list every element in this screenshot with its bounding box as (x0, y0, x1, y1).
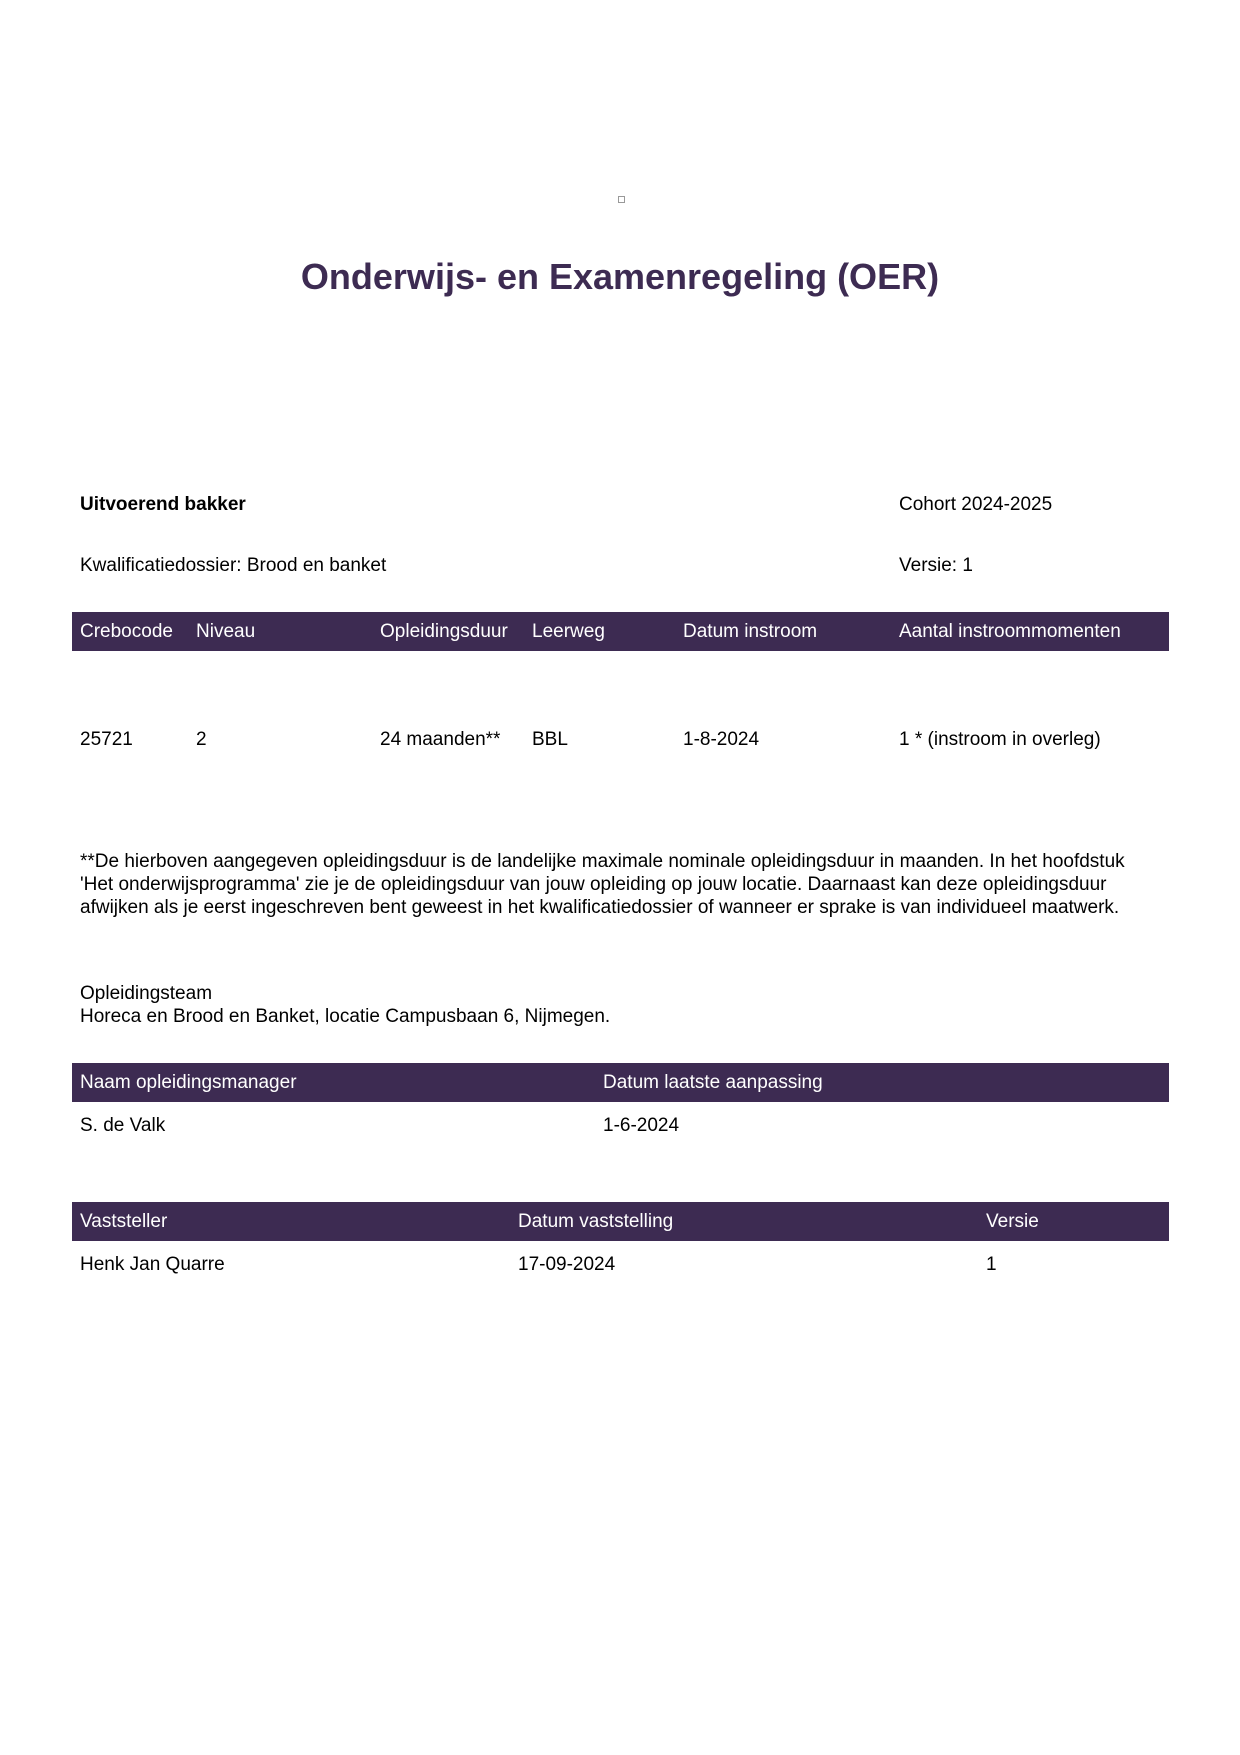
header-niveau: Niveau (196, 621, 256, 642)
cell-crebocode: 25721 (80, 729, 133, 750)
header-aantal-instroommomenten: Aantal instroommomenten (899, 621, 1121, 642)
header-leerweg: Leerweg (532, 621, 605, 642)
cell-niveau: 2 (196, 729, 207, 750)
header-opleidingsduur: Opleidingsduur (380, 621, 508, 642)
team-label: Opleidingsteam (80, 983, 213, 1004)
cell-last-modified: 1-6-2024 (603, 1115, 680, 1136)
logo-placeholder (618, 196, 625, 203)
cell-vaststeller: Henk Jan Quarre (80, 1254, 225, 1275)
header-datum-laatste-aanpassing: Datum laatste aanpassing (603, 1072, 823, 1093)
cell-manager-name: S. de Valk (80, 1115, 166, 1136)
header-naam-opleidingsmanager: Naam opleidingsmanager (80, 1072, 297, 1093)
document-title: Onderwijs- en Examenregeling (OER) (300, 256, 940, 297)
header-datum-vaststelling: Datum vaststelling (518, 1211, 674, 1232)
cohort-label: Cohort 2024-2025 (899, 494, 1053, 515)
cell-aantal-instroommomenten: 1 * (instroom in overleg) (899, 729, 1101, 750)
cell-datum-vaststelling: 17-09-2024 (518, 1254, 616, 1275)
program-table-header (72, 612, 1169, 651)
version-label: Versie: 1 (899, 555, 973, 576)
qualification-dossier: Kwalificatiedossier: Brood en banket (80, 555, 387, 576)
program-name: Uitvoerend bakker (80, 494, 246, 515)
team-description: Horeca en Brood en Banket, locatie Campusbaan 6, Nijmegen. (80, 1006, 611, 1027)
approval-table-header (72, 1202, 1169, 1241)
header-datum-instroom: Datum instroom (683, 621, 818, 642)
cell-datum-instroom: 1-8-2024 (683, 729, 760, 750)
team-section (80, 982, 610, 1028)
duration-footnote: **De hierboven aangegeven opleidingsduur is de landelijke maximale nominale opleidingsduur in maanden. In het hoofdstuk 'Het onderwijsprogramma' zie je de opleidingsduur van jouw opleiding op jouw locatie. Daarnaast kan deze opleidingsduur afwijken als je eerst ingeschreven bent geweest in het kwalificatiedossier of wanneer er sprake is van individueel maatwerk. (80, 851, 1125, 918)
cell-opleidingsduur: 24 maanden** (380, 729, 501, 750)
cell-versie: 1 (986, 1254, 997, 1275)
manager-table-header (72, 1063, 1169, 1102)
header-crebocode: Crebocode (80, 621, 173, 642)
cell-leerweg: BBL (532, 729, 568, 750)
header-vaststeller: Vaststeller (80, 1211, 168, 1232)
header-versie: Versie (986, 1211, 1039, 1232)
